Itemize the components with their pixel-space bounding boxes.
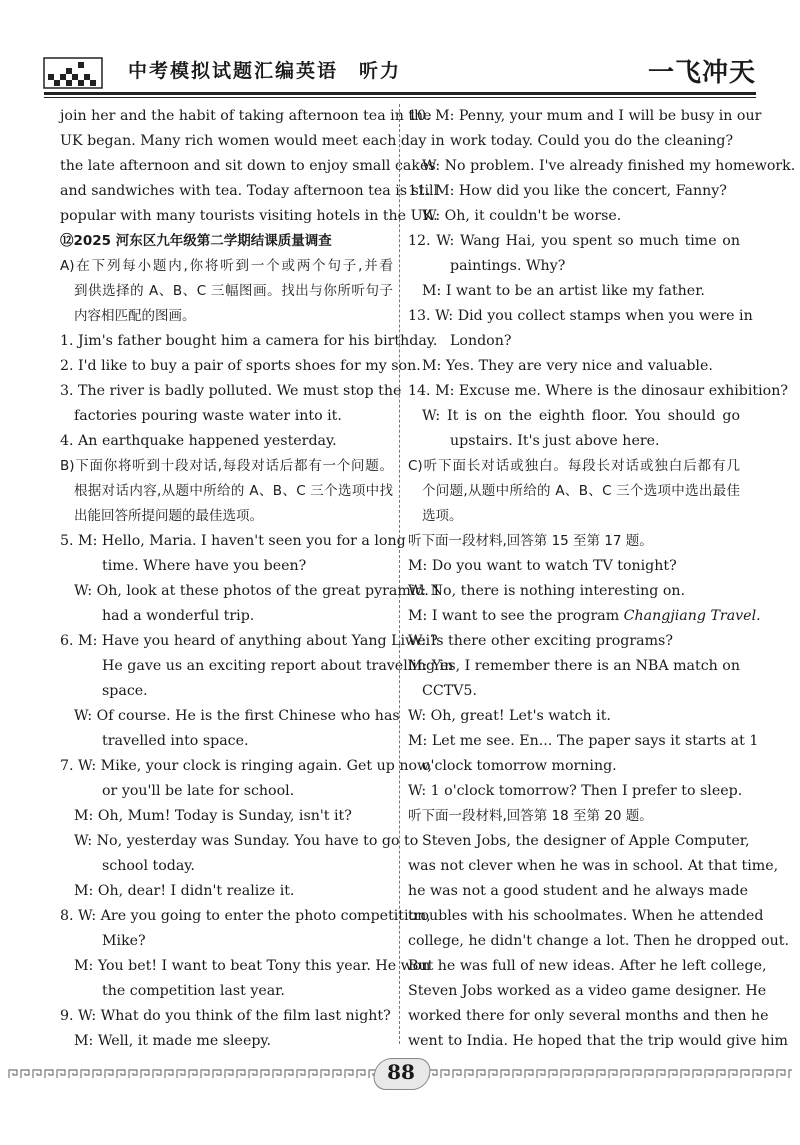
dialogue-line: W: No, yesterday was Sunday. You have to go to bbox=[74, 833, 419, 849]
dialogue-line: M: Do you want to watch TV tonight? bbox=[408, 558, 677, 574]
dialogue-line: W: Oh, great! Let's watch it. bbox=[408, 708, 611, 724]
instruction-line: 出能回答所提问题的最佳选项。 bbox=[74, 508, 263, 524]
text-line: and sandwiches with tea. Today afternoon tea is still bbox=[60, 183, 439, 199]
dialogue-line: M: I want to be an artist like my father. bbox=[422, 283, 705, 299]
brand-logo: 一飞冲天 bbox=[647, 58, 756, 88]
text-line: UK began. Many rich women would meet each day in bbox=[60, 133, 445, 149]
column-divider bbox=[399, 104, 400, 1044]
dialogue-line: 9. W: What do you think of the film last night? bbox=[60, 1008, 391, 1024]
dialogue-line: 5. M: Hello, Maria. I haven't seen you for a long bbox=[60, 533, 406, 549]
instruction-line: 选项。 bbox=[422, 508, 463, 524]
text-line: join her and the habit of taking afternoon tea in the bbox=[60, 108, 432, 124]
dialogue-line: 10. M: Penny, your mum and I will be busy in our bbox=[408, 108, 762, 124]
passage-line: was not clever when he was in school. At that time, bbox=[408, 858, 779, 874]
section-title: ⑫2025 河东区九年级第二学期结课质量调查 bbox=[60, 233, 332, 249]
dialogue-line: 14. M: Excuse me. Where is the dinosaur exhibition? bbox=[408, 383, 788, 399]
dialogue-line bbox=[408, 604, 761, 629]
passage-line: troubles with his schoolmates. When he attended bbox=[408, 908, 764, 924]
dialogue-line: M: You bet! I want to beat Tony this year. He won bbox=[74, 958, 431, 974]
page-header bbox=[0, 52, 800, 98]
punctuation: . bbox=[756, 608, 761, 624]
dialogue-line: space. bbox=[102, 683, 148, 699]
dialogue-line: CCTV5. bbox=[422, 683, 477, 699]
question-line: 1. Jim's father bought him a camera for his birthday. bbox=[60, 333, 438, 349]
dialogue-line: W: Oh, it couldn't be worse. bbox=[422, 208, 622, 224]
passage-line: But he was full of new ideas. After he left college, bbox=[408, 958, 767, 974]
dialogue-line: school today. bbox=[102, 858, 195, 874]
dialogue-line: Mike? bbox=[102, 933, 146, 949]
instruction-line: 内容相匹配的图画。 bbox=[74, 308, 196, 324]
question-line: 3. The river is badly polluted. We must stop the bbox=[60, 383, 402, 399]
dialogue-text: M: I want to see the program bbox=[408, 608, 624, 624]
page-footer bbox=[0, 1054, 800, 1094]
dialogue-line: 13. W: Did you collect stamps when you were in bbox=[408, 308, 753, 324]
dialogue-line: o'clock tomorrow morning. bbox=[422, 758, 617, 774]
section-subtitle: 听下面一段材料,回答第 18 至第 20 题。 bbox=[408, 808, 653, 824]
instruction-line: 个问题,从题中所给的 A、B、C 三个选项中选出最佳 bbox=[422, 483, 740, 499]
dialogue-line: W: No, there is nothing interesting on. bbox=[408, 583, 686, 599]
passage-line: Steven Jobs worked as a video game designer. He bbox=[408, 983, 767, 999]
dialogue-line: M: Well, it made me sleepy. bbox=[74, 1033, 272, 1049]
dialogue-line: W: No problem. I've already finished my homework. bbox=[422, 158, 796, 174]
instruction-line: 到供选择的 A、B、C 三幅图画。找出与你所听句子 bbox=[74, 283, 393, 299]
right-column bbox=[408, 104, 796, 1054]
instruction-line: B)下面你将听到十段对话,每段对话后都有一个问题。 bbox=[60, 458, 393, 474]
program-title: Changjiang Travel bbox=[623, 608, 757, 624]
dialogue-line: 12. W: Wang Hai, you spent so much time on bbox=[408, 233, 740, 249]
passage-line: he was not a good student and he always made bbox=[408, 883, 749, 899]
dialogue-line: time. Where have you been? bbox=[102, 558, 307, 574]
passage-line: college, he didn't change a lot. Then he dropped out. bbox=[408, 933, 790, 949]
dialogue-line: W: Is there other exciting programs? bbox=[408, 633, 673, 649]
passage-line: worked there for only several months and then he bbox=[408, 1008, 769, 1024]
header-rule bbox=[44, 92, 756, 95]
passage-line: Steven Jobs, the designer of Apple Computer, bbox=[422, 833, 750, 849]
dialogue-line: travelled into space. bbox=[102, 733, 249, 749]
dialogue-line: 7. W: Mike, your clock is ringing again. Get up now, bbox=[60, 758, 432, 774]
dialogue-line: M: Let me see. En... The paper says it starts at 1 bbox=[408, 733, 759, 749]
dialogue-line: had a wonderful trip. bbox=[102, 608, 255, 624]
instruction-line: A)在下列每小题内,你将听到一个或两个句子,并看 bbox=[60, 258, 393, 274]
dialogue-line: M: Oh, Mum! Today is Sunday, isn't it? bbox=[74, 808, 352, 824]
dialogue-line: 11. M: How did you like the concert, Fanny? bbox=[408, 183, 727, 199]
dialogue-line: W: Oh, look at these photos of the great pyramid. I bbox=[74, 583, 440, 599]
text-line: popular with many tourists visiting hotels in the UK. bbox=[60, 208, 438, 224]
text-line: the late afternoon and sit down to enjoy small cakes bbox=[60, 158, 436, 174]
question-line: 2. I'd like to buy a pair of sports shoes for my son. bbox=[60, 358, 421, 374]
header-title: 中考模拟试题汇编英语 听力 bbox=[128, 60, 402, 82]
page-number: 88 bbox=[387, 1060, 415, 1084]
question-line: 4. An earthquake happened yesterday. bbox=[60, 433, 337, 449]
dialogue-line: W: It is on the eighth floor. You should go bbox=[422, 408, 740, 424]
dialogue-line: 6. M: Have you heard of anything about Yang Liwei? bbox=[60, 633, 438, 649]
dialogue-line: 8. W: Are you going to enter the photo competition, bbox=[60, 908, 431, 924]
passage-line: went to India. He hoped that the trip would give him bbox=[408, 1033, 788, 1049]
dialogue-line: upstairs. It's just above here. bbox=[450, 433, 660, 449]
instruction-line: C)听下面长对话或独白。每段长对话或独白后都有几 bbox=[408, 458, 740, 474]
dialogue-line: the competition last year. bbox=[102, 983, 285, 999]
dialogue-line: work today. Could you do the cleaning? bbox=[450, 133, 734, 149]
dialogue-line: M: Yes, I remember there is an NBA match on bbox=[408, 658, 740, 674]
dialogue-line: W: 1 o'clock tomorrow? Then I prefer to sleep. bbox=[408, 783, 743, 799]
dialogue-line: London? bbox=[450, 333, 512, 349]
dialogue-line: paintings. Why? bbox=[450, 258, 566, 274]
instruction-line: 根据对话内容,从题中所给的 A、B、C 三个选项中找 bbox=[74, 483, 393, 499]
header-rule-thin bbox=[44, 97, 756, 98]
checker-logo-icon bbox=[44, 58, 102, 88]
dialogue-line: M: Yes. They are very nice and valuable. bbox=[422, 358, 713, 374]
question-line: factories pouring waste water into it. bbox=[74, 408, 342, 424]
dialogue-line: W: Of course. He is the first Chinese who has bbox=[74, 708, 400, 724]
dialogue-line: or you'll be late for school. bbox=[102, 783, 295, 799]
section-subtitle: 听下面一段材料,回答第 15 至第 17 题。 bbox=[408, 533, 653, 549]
dialogue-line: He gave us an exciting report about travelling in bbox=[102, 658, 454, 674]
dialogue-line: M: Oh, dear! I didn't realize it. bbox=[74, 883, 295, 899]
